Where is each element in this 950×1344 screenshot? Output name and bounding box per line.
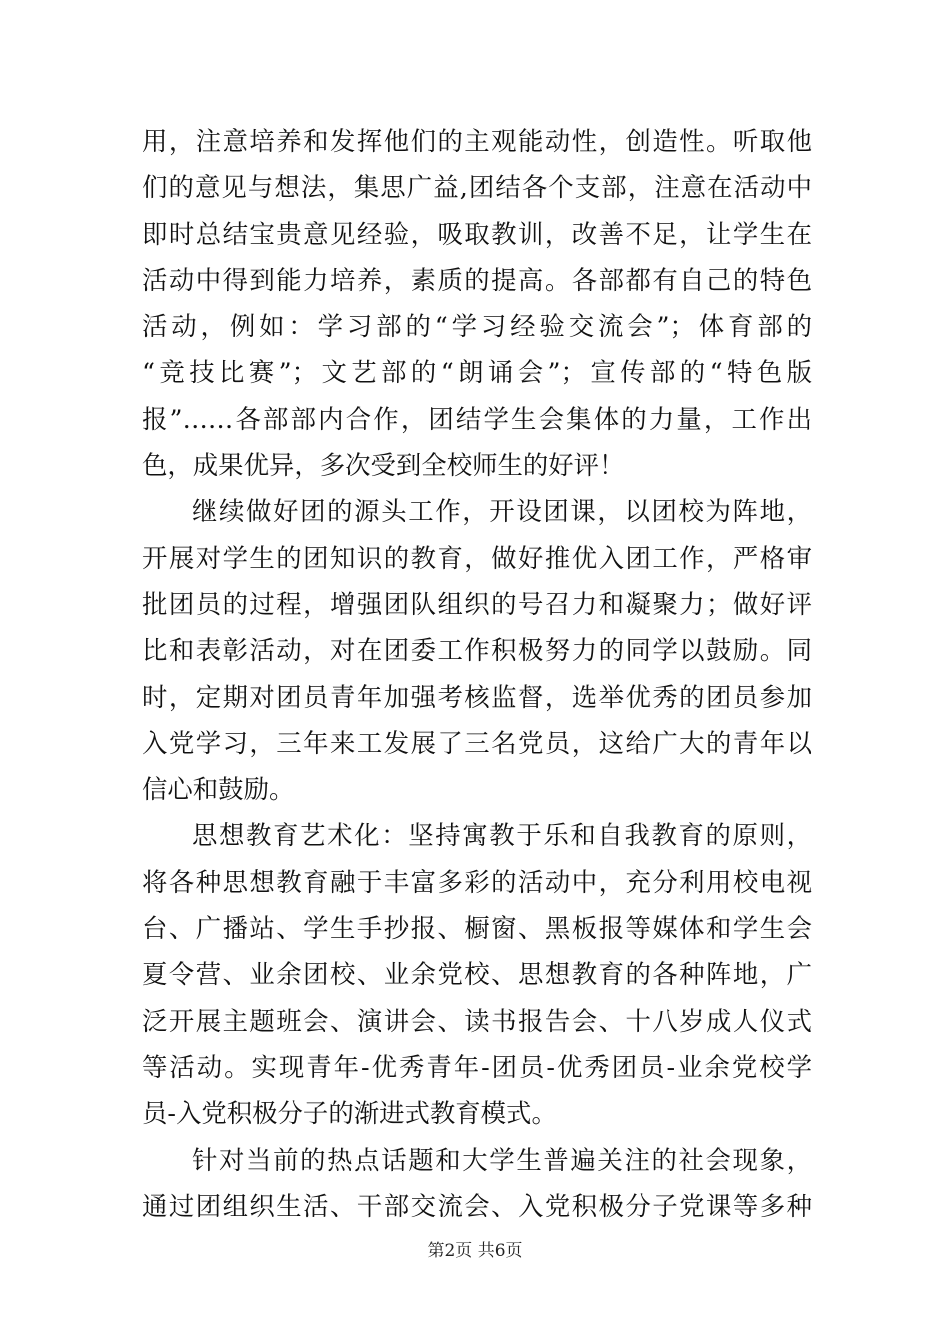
text-line: 开展对学生的团知识的教育，做好推优入团工作，严格审 [142,542,812,573]
text-line: 色，成果优异，多次受到全校师生的好评！ [142,450,625,481]
text-line: “竞技比赛”；文艺部的“朗诵会”；宣传部的“特色版 [142,357,812,388]
text-line: 们的意见与想法，集思广益,团结各个支部，注意在活动中 [142,172,812,203]
text-line: 信心和鼓励。 [142,774,295,805]
text-line: 比和表彰活动，对在团委工作积极努力的同学以鼓励。同 [142,635,812,666]
text-line: 将各种思想教育融于丰富多彩的活动中，充分利用校电视 [142,866,812,897]
text-line: 活动，例如：学习部的“学习经验交流会”；体育部的 [142,311,812,342]
page-number-footer: 第2页 共6页 [427,1241,523,1261]
text-line: 针对当前的热点话题和大学生普遍关注的社会现象， [192,1144,812,1175]
text-line: 通过团组织生活、干部交流会、入党积极分子党课等多种 [142,1190,812,1221]
text-line: 即时总结宝贵意见经验，吸取教训，改善不足，让学生在 [142,218,812,249]
text-line: 员-入党积极分子的渐进式教育模式。 [142,1098,557,1129]
paragraph-2 [142,488,812,812]
text-line: 时，定期对团员青年加强考核监督，选举优秀的团员参加 [142,681,812,712]
text-line: 等活动。实现青年-优秀青年-团员-优秀团员-业余党校学 [142,1051,812,1082]
text-line: 批团员的过程，增强团队组织的号召力和凝聚力；做好评 [142,588,812,619]
paragraph-3 [142,812,812,1136]
text-line: 夏令营、业余团校、业余党校、思想教育的各种阵地，广 [142,959,812,990]
text-line: 报”……各部部内合作，团结学生会集体的力量，工作出 [142,403,812,434]
text-line: 思想教育艺术化：坚持寓教于乐和自我教育的原则， [192,820,812,851]
document-body [142,118,812,1229]
text-line: 台、广播站、学生手抄报、橱窗、黑板报等媒体和学生会 [142,913,812,944]
paragraph-4 [142,1137,812,1230]
text-line: 用，注意培养和发挥他们的主观能动性，创造性。听取他 [142,126,812,156]
paragraph-1 [142,118,812,488]
text-line: 入党学习，三年来工发展了三名党员，这给广大的青年以 [142,727,812,758]
text-line: 泛开展主题班会、演讲会、读书报告会、十八岁成人仪式 [142,1005,812,1036]
text-line: 继续做好团的源头工作，开设团课，以团校为阵地， [192,496,812,527]
text-line: 活动中得到能力培养，素质的提高。各部都有自己的特色 [142,264,812,295]
